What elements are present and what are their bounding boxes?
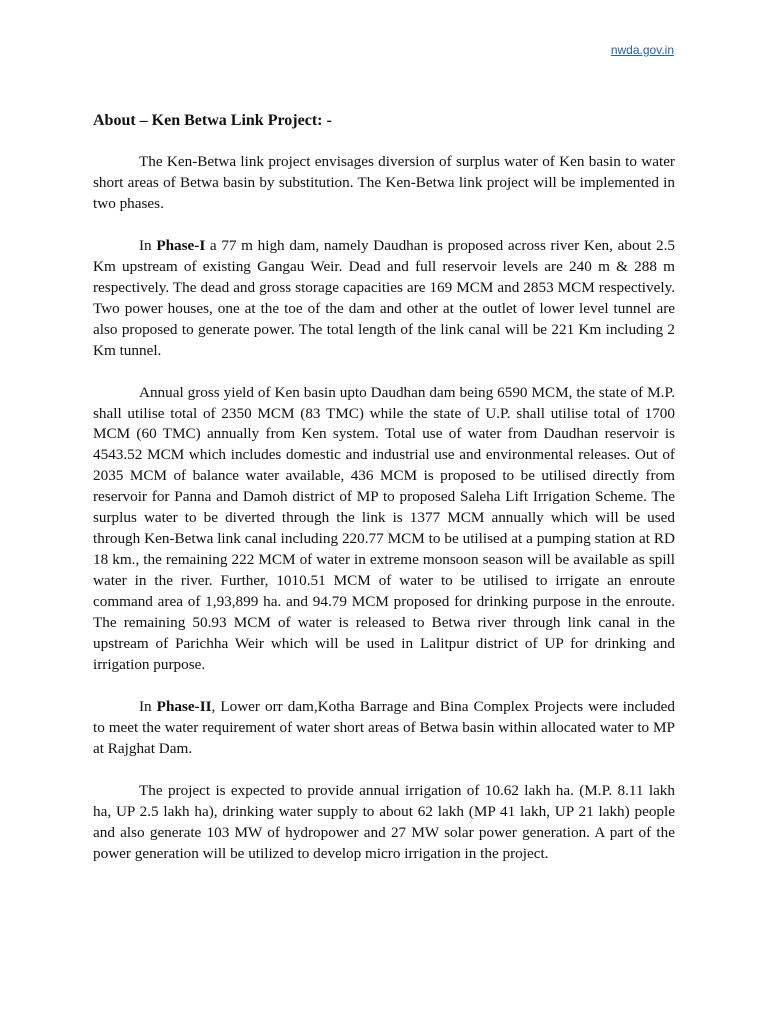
paragraph-yield <box>93 383 675 676</box>
paragraph-phase-2 <box>93 697 675 760</box>
paragraph-phase-1 <box>93 236 675 362</box>
page-title: About – Ken Betwa Link Project: - <box>93 112 332 129</box>
paragraph-text: Annual gross yield of Ken basin upto Daudhan dam being 6590 MCM, the state of M.P. shall utilise total of 2350 MCM (83 TMC) while the state of U.P. shall utilise total of 1700 MCM (60 TMC) annually from Ken system. Total use of water from Daudhan reservoir is 4543.52 MCM which includes domestic and industrial use and environmental releases. Out of 2035 MCM of balance water available, 436 MCM is proposed to be utilised directly from reservoir for Panna and Damoh district of MP to proposed Saleha Lift Irrigation Scheme. The surplus water to be diverted through the link is 1377 MCM annually which will be used through Ken-Betwa link canal including 220.77 MCM to be utilised at a pumping station at RD 18 km., the remaining 222 MCM of water in extreme monsoon season will be available as spill water in the river. Further, 1010.51 MCM of water to be utilised to irrigate an enroute command area of 1,93,899 ha. and 94.79 MCM proposed for drinking purpose in the enroute. The remaining 50.93 MCM of water is released to Betwa river through link canal in the upstream of Parichha Weir which will be used in Lalitpur district of UP for drinking and irrigation purpose. <box>93 383 675 673</box>
paragraph-prefix: In <box>139 236 157 254</box>
paragraph-intro <box>93 152 675 215</box>
paragraph-text: , Lower orr dam,Kotha Barrage and Bina Complex Projects were included to meet the water requirement of water short areas of Betwa basin within allocated water to MP at Rajghat Dam. <box>93 697 675 757</box>
paragraph-benefits <box>93 781 675 865</box>
paragraph-prefix: In <box>139 697 157 715</box>
site-link[interactable]: nwda.gov.in <box>610 43 674 57</box>
paragraph-text: The Ken-Betwa link project envisages diversion of surplus water of Ken basin to water short areas of Betwa basin by substitution. The Ken-Betwa link project will be implemented in two phases. <box>93 153 675 212</box>
phase-2-label: Phase-II <box>156 697 212 715</box>
paragraph-text: The project is expected to provide annual irrigation of 10.62 lakh ha. (M.P. 8.11 lakh ha, UP 2.5 lakh ha), drinking water supply to about 62 lakh (MP 41 lakh, UP 21 lakh) people and also generate 103 MW of hydropower and 27 MW solar power generation. A part of the power generation will be utilized to develop micro irrigation in the project. <box>93 781 675 862</box>
paragraph-text: a 77 m high dam, namely Daudhan is proposed across river Ken, about 2.5 Km upstream of existing Gangau Weir. Dead and full reservoir levels are 240 m & 288 m respectively. The dead and gross storage capacities are 169 MCM and 2853 MCM respectively. Two power houses, one at the toe of the dam and other at the outlet of lower level tunnel are also proposed to generate power. The total length of the link canal will be 221 Km including 2 Km tunnel. <box>93 236 675 359</box>
document-body <box>93 111 675 886</box>
phase-1-label: Phase-I <box>156 236 206 254</box>
